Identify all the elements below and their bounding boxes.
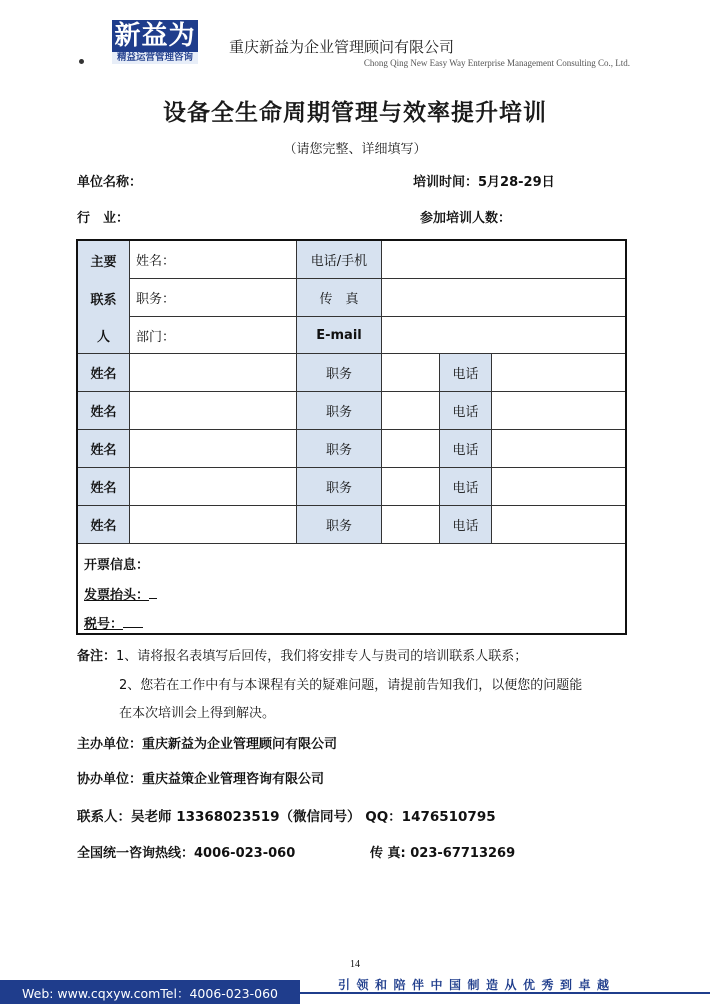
logo-main-text: 新益为: [112, 20, 198, 52]
attendee-5-name-field[interactable]: [130, 506, 297, 544]
tax-number-label[interactable]: [84, 613, 143, 632]
attendee-2-name-field[interactable]: [130, 392, 297, 430]
logo-sub-text: 精益运营管理咨询: [112, 52, 198, 64]
attendee-5-phone-label: 电话: [440, 506, 492, 544]
page-title: 设备全生命周期管理与效率提升培训: [163, 100, 547, 126]
attendee-1-phone-label: 电话: [440, 354, 492, 392]
page-subtitle: （请您完整、详细填写）: [283, 142, 427, 157]
contact-label-1: 主要: [78, 241, 130, 279]
training-date-label: 培训时间：5月28-29日: [413, 175, 555, 190]
fax-label: 传 真: [297, 279, 382, 317]
company-name-en: Chong Qing New Easy Way Enterprise Management Consulting Co., Ltd.: [363, 58, 630, 68]
notes-text-1: 1、请将报名表填写后回传，我们将安排专人与贵司的培训联系人联系；: [116, 649, 528, 664]
attendee-4-phone-label: 电话: [440, 468, 492, 506]
attendee-1-position-field[interactable]: [382, 354, 440, 392]
attendee-3-name-label: 姓名: [78, 430, 130, 468]
footer-bar: [0, 980, 300, 1004]
attendee-5-position-label: 职务: [297, 506, 382, 544]
bullet-dot-icon: [79, 59, 84, 64]
email-label: E-mail: [297, 317, 382, 354]
footer-slogan: 引领和陪伴中国制造从优秀到卓越: [338, 978, 616, 992]
attendee-5-phone-field[interactable]: [492, 506, 625, 544]
attendee-2-name-label: 姓名: [78, 392, 130, 430]
notes-line-3: 在本次培训会上得到解决。: [119, 706, 276, 721]
footer-web-tel[interactable]: Web: www.cqxyw.comTel：4006-023-060: [22, 986, 279, 1001]
contact-label-3: 人: [78, 317, 130, 354]
attendee-2-position-label: 职务: [297, 392, 382, 430]
attendee-1-phone-field[interactable]: [492, 354, 625, 392]
page-number: 14: [350, 959, 360, 970]
attendee-3-phone-field[interactable]: [492, 430, 625, 468]
industry-label: 行 业：: [77, 211, 130, 226]
attendee-3-name-field[interactable]: [130, 430, 297, 468]
invoice-title-blank: [149, 587, 157, 599]
attendee-4-name-label: 姓名: [78, 468, 130, 506]
invoice-info-label: 开票信息：: [84, 558, 150, 573]
attendee-3-phone-label: 电话: [440, 430, 492, 468]
attendee-2-phone-label: 电话: [440, 392, 492, 430]
hotline: 全国统一咨询热线：4006-023-060: [77, 846, 296, 861]
attendee-3-position-label: 职务: [297, 430, 382, 468]
tax-number-blank: [123, 616, 143, 628]
contact-person: 联系人：吴老师 13368023519（微信同号） QQ：1476510795: [77, 809, 496, 825]
fax-number: 传 真: 023-67713269: [370, 846, 516, 861]
invoice-title-text: 发票抬头：: [84, 588, 150, 603]
unit-name-label: 单位名称：: [77, 175, 143, 190]
company-name-cn: 重庆新益为企业管理顾问有限公司: [229, 38, 455, 56]
notes-line-2: 2、您若在工作中有与本课程有关的疑难问题，请提前告知我们，以便您的问题能: [119, 678, 583, 693]
registration-form: [76, 239, 627, 635]
host-organizer: 主办单位：重庆新益为企业管理顾问有限公司: [77, 737, 338, 752]
attendee-5-name-label: 姓名: [78, 506, 130, 544]
attendee-2-position-field[interactable]: [382, 392, 440, 430]
cohost-organizer: 协办单位：重庆益策企业管理咨询有限公司: [77, 772, 325, 787]
contact-label-2: 联系: [78, 279, 130, 317]
attendee-2-phone-field[interactable]: [492, 392, 625, 430]
attendee-1-position-label: 职务: [297, 354, 382, 392]
notes-line-1: [77, 645, 527, 664]
email-field[interactable]: [382, 317, 625, 354]
contact-department-field[interactable]: 部门：: [130, 317, 297, 354]
tax-number-text: 税号：: [84, 617, 124, 632]
attendee-count-label: 参加培训人数：: [420, 211, 512, 226]
attendee-1-name-label: 姓名: [78, 354, 130, 392]
invoice-title-label[interactable]: [84, 584, 157, 603]
attendee-5-position-field[interactable]: [382, 506, 440, 544]
phone-field[interactable]: [382, 241, 625, 279]
attendee-4-position-field[interactable]: [382, 468, 440, 506]
phone-label: 电话/手机: [297, 241, 382, 279]
attendee-4-phone-field[interactable]: [492, 468, 625, 506]
attendee-3-position-field[interactable]: [382, 430, 440, 468]
contact-position-field[interactable]: 职务：: [130, 279, 297, 317]
attendee-4-name-field[interactable]: [130, 468, 297, 506]
company-logo: [112, 20, 198, 64]
contact-name-field[interactable]: 姓名：: [130, 241, 297, 279]
attendee-1-name-field[interactable]: [130, 354, 297, 392]
attendee-4-position-label: 职务: [297, 468, 382, 506]
fax-field[interactable]: [382, 279, 625, 317]
notes-label: 备注：: [77, 649, 117, 664]
